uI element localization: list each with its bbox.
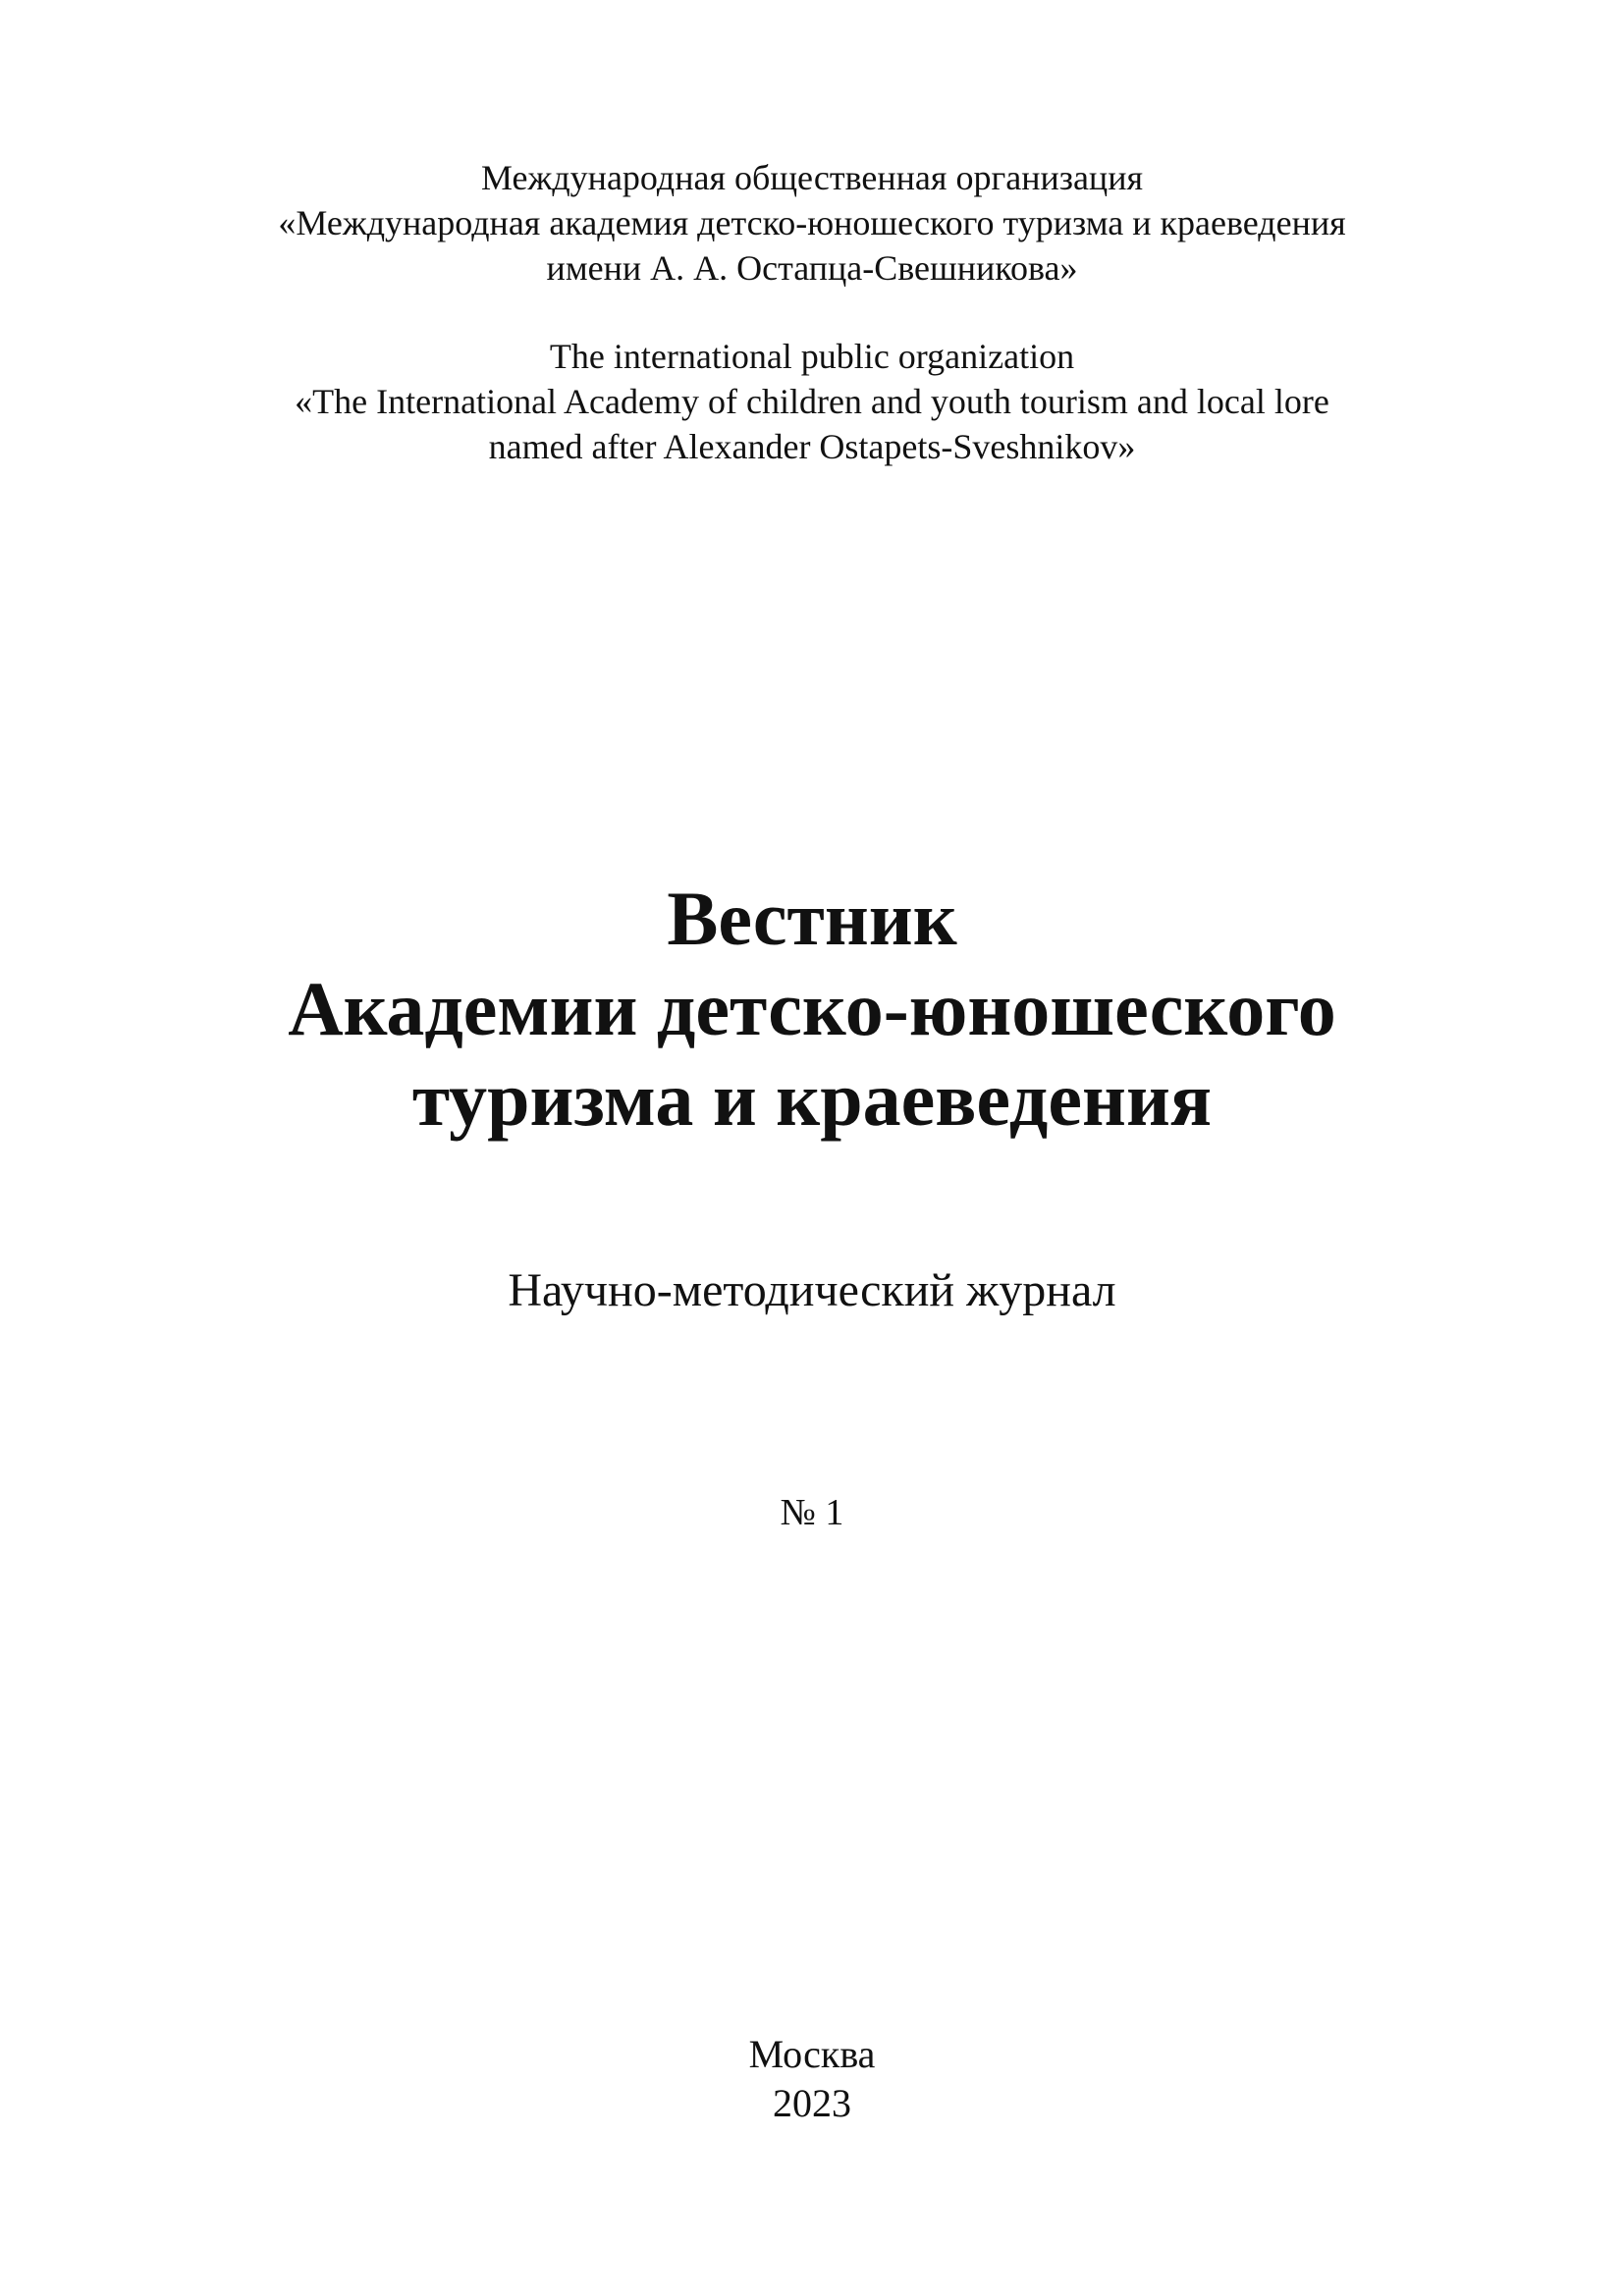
organization-ru-line-3: имени А. А. Остапца-Свешникова» (546, 248, 1078, 288)
journal-title-line-1: Вестник (667, 876, 957, 961)
organization-ru-line-1: Международная общественная организация (480, 158, 1144, 197)
organization-ru-line-2: «Международная академия детско-юношеского туризма и краеведения (278, 203, 1346, 242)
organization-en-line-3: named after Alexander Ostapets-Sveshnikov» (488, 427, 1136, 466)
organization-name-english (0, 334, 1624, 469)
organization-en-line-2: «The International Academy of children and youth tourism and local lore (295, 382, 1329, 421)
journal-subtitle: Научно-методический журнал (508, 1264, 1116, 1316)
imprint (0, 2030, 1624, 2128)
organization-name-russian (0, 155, 1624, 291)
journal-title-line-2: Академии детско-юношеского (288, 966, 1336, 1051)
journal-title-line-3: туризма и краеведения (411, 1056, 1213, 1142)
imprint-city: Москва (748, 2032, 876, 2076)
journal-title (0, 874, 1624, 1145)
organization-en-line-1: The international public organization (549, 337, 1075, 376)
imprint-year: 2023 (773, 2081, 851, 2125)
issue-number: № 1 (780, 1492, 844, 1533)
